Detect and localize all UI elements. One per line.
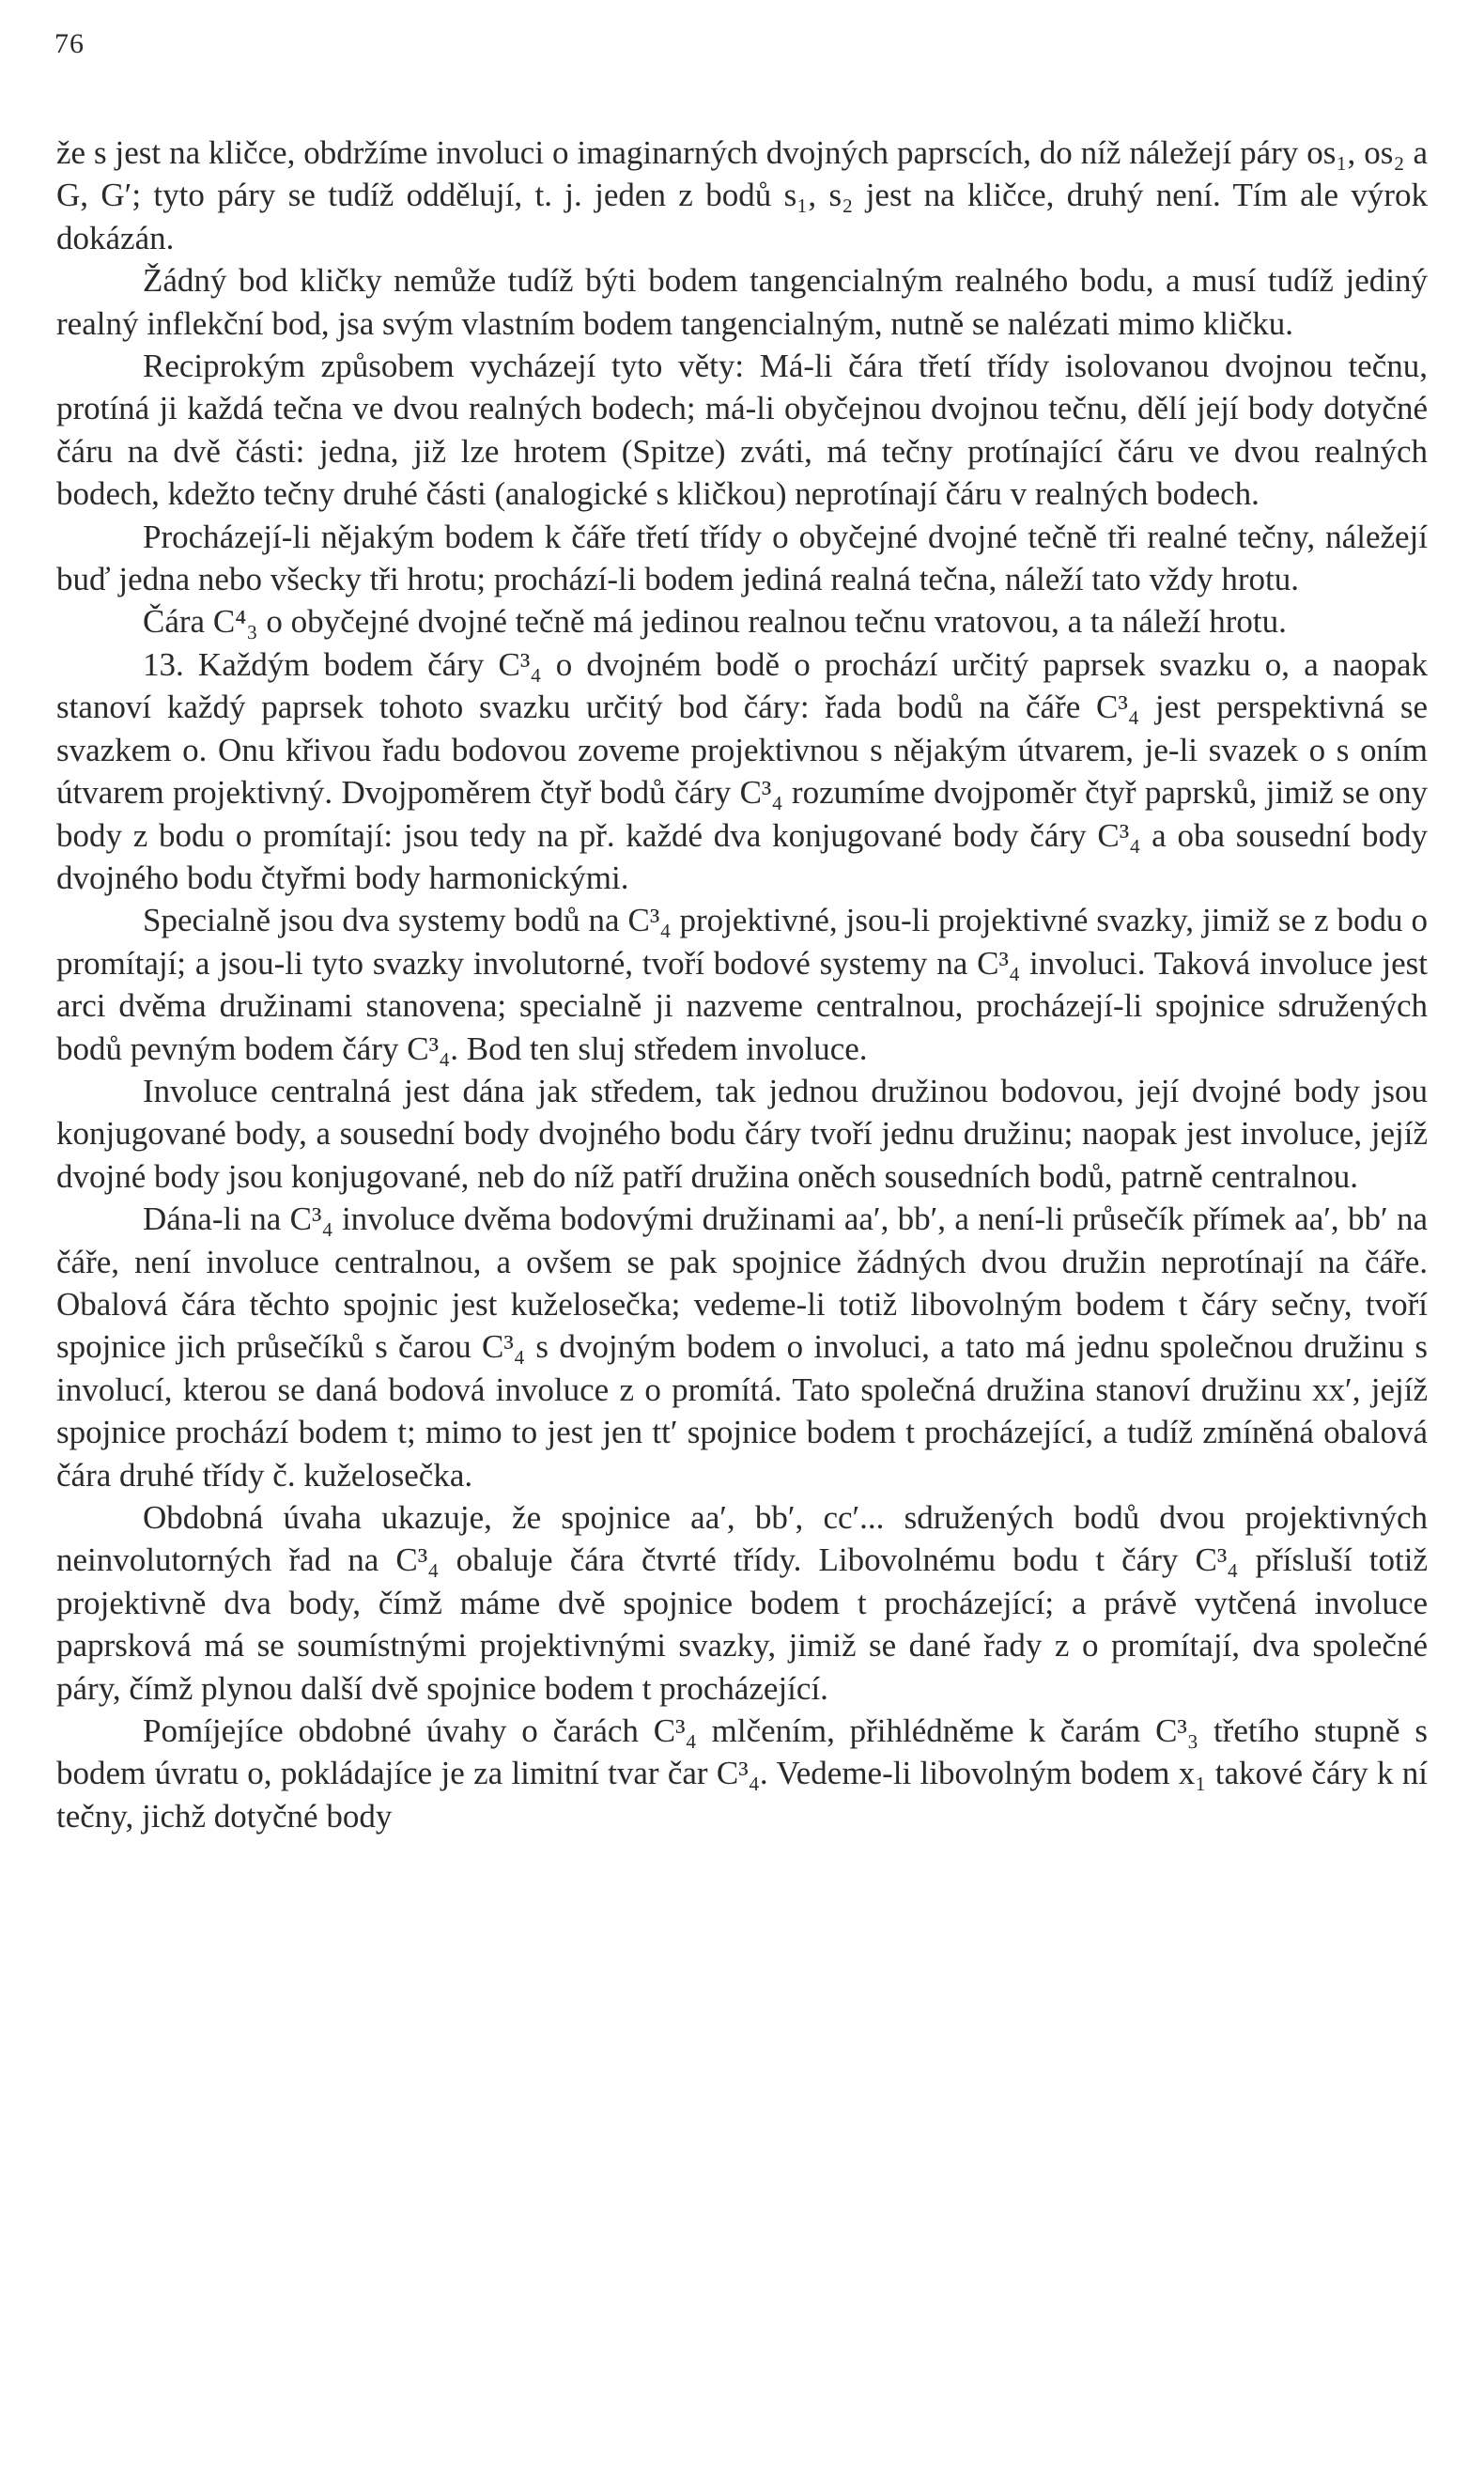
paragraph-6-section-13: 13. Každým bodem čáry C³₄ o dvojném bodě o prochází určitý paprsek svazku o, a naopak stanoví každý paprsek tohoto svazku určitý bod čáry: řada bodů na čáře C³₄ jest perspektivná se svazkem o. Onu křivou řadu bodovou zoveme projektivnou s nějakým útvarem, je-li svazek o s oním útvarem projektivný. Dvojpoměrem čtyř bodů čáry C³₄ rozumíme dvojpoměr čtyř paprsků, jimiž se ony body z bodu o promítají: jsou tedy na př. každé dva konjugované body čáry C³₄ a oba sousední body dvojného bodu čtyřmi body harmonickými. [56,645,1428,896]
paragraph-1: že s jest na kličce, obdržíme involuci o imaginarných dvojných paprscích, do níž náležejí páry os₁, os₂ a G, G′; tyto páry se tudíž oddělují, t. j. jeden z bodů s₁, s₂ jest na kličce, druhý není. Tím ale výrok dokázán. [56,134,1428,256]
paragraph-11: Pomíjejíce obdobné úvahy o čarách C³₄ mlčením, přihlédněme k čarám C³₃ třetího stupně s bodem úvratu o, pokládajíce je za limitní tvar čar C³₄. Vedeme-li libovolným bodem x₁ takové čáry k ní tečny, jichž dotyčné body [56,1712,1428,1835]
paragraph-9: Dána-li na C³₄ involuce dvěma bodovými družinami aa′, bb′, a není-li průsečík přímek aa′, bb′ na čáře, není involuce centralnou, a ovšem se pak spojnice žádných dvou družin neprotínají na čáře. Obalová čára těchto spojnic jest kuželosečka; vedeme-li totiž libovolným bodem t čáry sečny, tvoří spojnice jich průsečíků s čarou C³₄ s dvojným bodem o involuci, a tato má jednu společnou družinu s involucí, kterou se daná bodová involuce z o promítá. Tato společná družina stanoví družinu xx′, jejíž spojnice prochází bodem t; mimo to jest jen tt′ spojnice bodem t procházející, a tudíž zmíněná obalová čára druhé třídy č. kuželosečka. [56,1200,1428,1494]
paragraph-10: Obdobná úvaha ukazuje, že spojnice aa′, bb′, cc′... sdružených bodů dvou projektivných neinvolutorných řad na C³₄ obaluje čára čtvrté třídy. Libovolnému bodu t čáry C³₄ přísluší totiž projektivně dva body, čímž máme dvě spojnice bodem t procházející; a právě vytčená involuce paprsková má se soumístnými projektivnými svazky, jimiž se dané řady z o promítají, dva společné páry, čímž plynou další dvě spojnice bodem t procházející. [56,1499,1428,1707]
page-number: 76 [54,28,85,59]
paragraph-5: Čára C⁴₃ o obyčejné dvojné tečně má jedinou realnou tečnu vratovou, a ta náleží hrotu. [143,603,1287,641]
paragraph-3: Reciprokým způsobem vycházejí tyto věty: Má-li čára třetí třídy isolovanou dvojnou tečnu, protíná ji každá tečna ve dvou realných bodech; má-li obyčejnou dvojnou tečnu, dělí její body dotyčné čáru na dvě části: jedna, již lze hrotem (Spitze) zváti, má tečny protínající čáru ve dvou realných bodech, kdežto tečny druhé části (analogické s kličkou) neprotínají čáru v realných bodech. [56,348,1428,513]
paragraph-7: Specialně jsou dva systemy bodů na C³₄ projektivné, jsou-li projektivné svazky, jimiž se z bodu o promítají; a jsou-li tyto svazky involutorné, tvoří bodové systemy na C³₄ involuci. Taková involuce jest arci dvěma družinami stanovena; specialně ji nazveme centralnou, procházejí-li spojnice sdružených bodů pevným bodem čáry C³₄. Bod ten sluj středem involuce. [56,902,1428,1067]
page-body [56,132,1428,1837]
paragraph-4: Procházejí-li nějakým bodem k čáře třetí třídy o obyčejné dvojné tečně tři realné tečny, náležejí buď jedna nebo všecky tři hrotu; prochází-li bodem jediná realná tečna, náleží tato vždy hrotu. [56,518,1428,598]
paragraph-2: Žádný bod kličky nemůže tudíž býti bodem tangencialným realného bodu, a musí tudíž jediný realný inflekční bod, jsa svým vlastním bodem tangencialným, nutně se nalézati mimo kličku. [56,262,1428,342]
paragraph-8: Involuce centralná jest dána jak středem, tak jednou družinou bodovou, její dvojné body jsou konjugované body, a sousední body dvojného bodu čáry tvoří jednu družinu; naopak jest involuce, jejíž dvojné body jsou konjugované, neb do níž patří družina oněch sousedních bodů, patrně centralnou. [56,1072,1428,1195]
